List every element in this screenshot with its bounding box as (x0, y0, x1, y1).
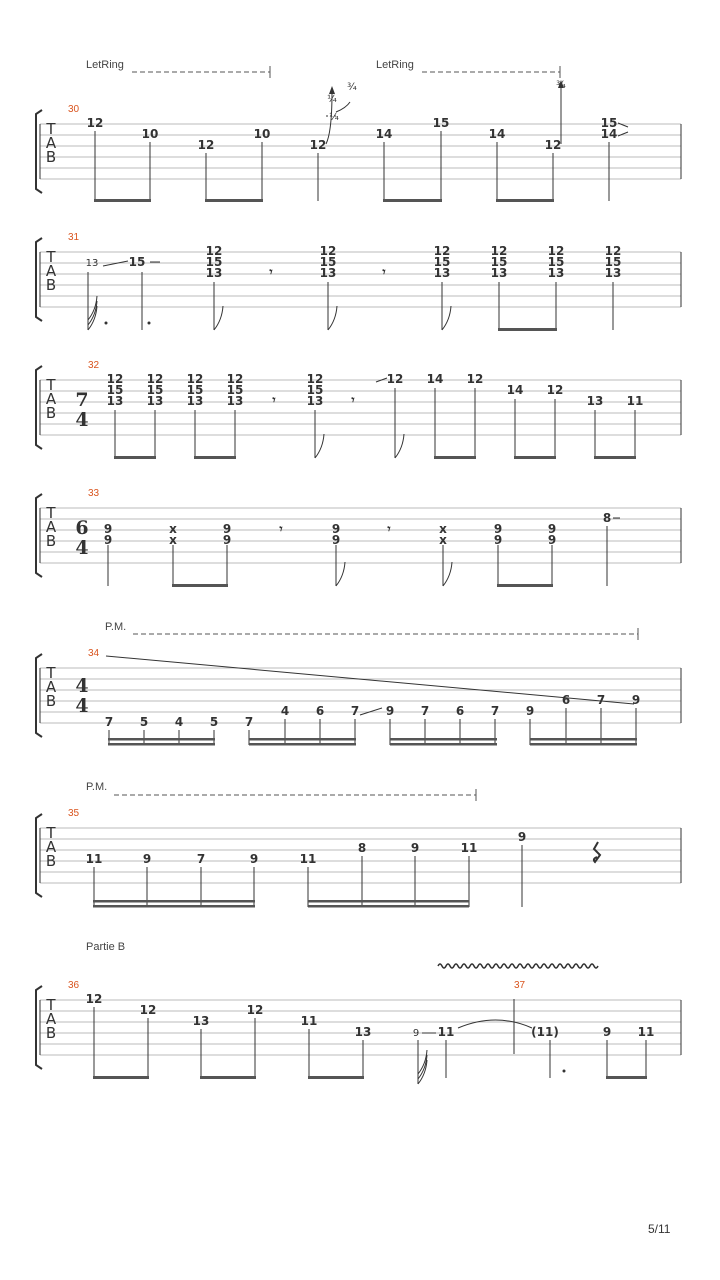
fret-number: 13 (205, 266, 223, 280)
fret-number: 12 (146, 372, 164, 386)
let-ring-label: LetRing (376, 59, 414, 71)
fret-number: 12 (386, 372, 404, 386)
fret-number: 13 (106, 394, 124, 408)
fret-number: 13 (604, 266, 622, 280)
time-signature-bottom: 4 (75, 695, 89, 717)
fret-number: 6 (561, 693, 571, 707)
fret-number: 12 (547, 244, 565, 258)
fret-number: 12 (246, 1003, 264, 1017)
beams (94, 199, 554, 202)
fret-number: 14 (375, 127, 393, 141)
eighth-rest: 𝄾 (269, 265, 273, 279)
chord-group (206, 244, 622, 280)
fret-number: 5 (139, 715, 149, 729)
fret-number: 7 (490, 704, 500, 718)
fret-number: 12 (86, 116, 104, 130)
rhythm (95, 131, 609, 201)
fret-number: 7 (196, 852, 206, 866)
tab-clef-letter: A (45, 838, 57, 856)
fret-number: 12 (186, 372, 204, 386)
fret-number: 9 (103, 522, 113, 536)
dot (105, 322, 108, 325)
bend-arrow (329, 86, 335, 94)
eighth-rest: 𝄾 (382, 265, 386, 279)
fret-number: 15 (604, 255, 622, 269)
fret-number: 11 (437, 1025, 455, 1039)
fret-number: 9 (385, 704, 395, 718)
fret-number: 11 (300, 1014, 318, 1028)
fret-number: 15 (128, 255, 146, 269)
vibrato-mark (438, 964, 598, 968)
tab-clef-letter: A (45, 678, 57, 696)
fret-number: 15 (432, 116, 450, 130)
fret-number: 9 (331, 522, 341, 536)
muted-note: x (169, 533, 177, 547)
fret-number: 12 (226, 372, 244, 386)
tab-staff (36, 654, 681, 737)
fret-number: 13 (490, 266, 508, 280)
note-group (86, 830, 527, 907)
fret-number: 9 (602, 1025, 612, 1039)
bend-amount: ¾ (556, 80, 566, 91)
fret-number: 9 (631, 693, 641, 707)
fret-number: 9 (331, 533, 341, 547)
fret-number: 12 (205, 244, 223, 258)
system-bracket (36, 986, 42, 1069)
tab-clef-letter: B (45, 532, 57, 550)
bend-amount: ¾ (347, 82, 357, 93)
fret-number: 12 (604, 244, 622, 258)
eighth-rest: 𝄾 (387, 522, 391, 536)
fret-number: 12 (546, 383, 564, 397)
chord-group (107, 372, 324, 408)
fret-number: 5 (209, 715, 219, 729)
fret-number: 15 (226, 383, 244, 397)
time-signature-top: 4 (75, 675, 89, 697)
tab-staff (36, 110, 681, 193)
fret-number: 13 (186, 394, 204, 408)
system-bracket (36, 814, 42, 897)
fret-number: 14 (426, 372, 444, 386)
bend-amount: ¼ (327, 94, 337, 105)
system-bracket (36, 366, 42, 449)
fret-number: 15 (490, 255, 508, 269)
muted-note: x (169, 522, 177, 536)
fret-number: 14 (600, 127, 618, 141)
fret-number: 13 (192, 1014, 210, 1028)
fret-number: 7 (350, 704, 360, 718)
chord-group (104, 522, 556, 547)
tab-clef-letter: A (45, 134, 57, 152)
beams (108, 738, 637, 746)
time-signature-bottom: 4 (75, 409, 89, 431)
fret-number: 12 (433, 244, 451, 258)
fret-number: 9 (410, 841, 420, 855)
fret-number: 13 (354, 1025, 372, 1039)
eighth-rest: 𝄾 (351, 393, 355, 407)
tie (458, 1020, 532, 1028)
measure-number: 36 (68, 980, 80, 991)
tab-clef-letter: B (45, 404, 57, 422)
system-bracket (36, 110, 42, 193)
fret-number: 12 (466, 372, 484, 386)
tab-clef-letter: B (45, 692, 57, 710)
fret-number: 13 (433, 266, 451, 280)
fret-number: 13 (306, 394, 324, 408)
beams (93, 1076, 647, 1079)
muted-note: x (439, 522, 447, 536)
measure-number: 33 (88, 488, 100, 499)
fret-number: 11 (626, 394, 644, 408)
fret-number: 7 (596, 693, 606, 707)
fret-number: 7 (420, 704, 430, 718)
fret-number: 6 (455, 704, 465, 718)
beams (172, 584, 553, 587)
fret-number: 4 (174, 715, 184, 729)
fret-number: 4 (280, 704, 290, 718)
fret-number: 9 (222, 522, 232, 536)
measure-number: 37 (514, 980, 526, 991)
fret-number: 10 (141, 127, 159, 141)
tab-clef-letter: T (46, 824, 56, 842)
fret-number: 14 (506, 383, 524, 397)
eighth-rest: 𝄾 (272, 393, 276, 407)
tab-staff (36, 494, 681, 577)
tab-clef-letter: A (45, 518, 57, 536)
tab-clef-letter: A (45, 1010, 57, 1028)
rhythm (88, 272, 613, 330)
tab-clef-letter: B (45, 276, 57, 294)
measure-number: 31 (68, 232, 80, 243)
slide-line (106, 656, 634, 704)
fret-number: 9 (547, 522, 557, 536)
fret-number: 12 (309, 138, 327, 152)
fret-number: 6 (315, 704, 325, 718)
fret-number: 14 (488, 127, 506, 141)
fret-number: 12 (139, 1003, 157, 1017)
measure-number: 30 (68, 104, 80, 115)
beam (498, 328, 557, 331)
tab-content (68, 59, 654, 1084)
tab-clef-letter: T (46, 996, 56, 1014)
tab-clef-letter: T (46, 120, 56, 138)
rhythm (94, 1007, 646, 1084)
fret-number: 9 (249, 852, 259, 866)
fret-number: 15 (186, 383, 204, 397)
fret-number: 15 (319, 255, 337, 269)
fret-number: 15 (106, 383, 124, 397)
fret-number: 11 (637, 1025, 655, 1039)
tab-clef-letter: T (46, 376, 56, 394)
fret-number: 15 (547, 255, 565, 269)
fret-number: 13 (146, 394, 164, 408)
tab-clef-letter: B (45, 852, 57, 870)
fret-number: 9 (493, 522, 503, 536)
fret-number: 15 (306, 383, 324, 397)
measure-number: 35 (68, 808, 80, 819)
tab-clef-letter: T (46, 248, 56, 266)
fret-number: 12 (306, 372, 324, 386)
fret-number: 8 (602, 511, 612, 525)
fret-number: 9 (517, 830, 527, 844)
eighth-rest: 𝄾 (279, 522, 283, 536)
fret-number: 15 (146, 383, 164, 397)
fret-number: 10 (253, 127, 271, 141)
section-label: Partie B (86, 941, 126, 953)
fret-number: 15 (205, 255, 223, 269)
time-signature-bottom: 4 (75, 537, 89, 559)
palm-mute-label: P.M. (86, 781, 108, 793)
bend-amount: ¼ (329, 112, 339, 123)
system-bracket (36, 494, 42, 577)
time-signature-top: 6 (75, 517, 89, 539)
let-ring-label: LetRing (86, 59, 124, 71)
fret-number: 12 (197, 138, 215, 152)
fret-number: 9 (547, 533, 557, 547)
time-signature-top: 7 (75, 389, 89, 411)
tab-staff (36, 814, 681, 897)
fret-number: 12 (544, 138, 562, 152)
fret-number: 11 (299, 852, 317, 866)
fret-number: (11) (531, 1025, 559, 1039)
system-bracket (36, 654, 42, 737)
beams (93, 900, 469, 908)
fret-number: 8 (357, 841, 367, 855)
fret-number: 11 (460, 841, 478, 855)
tab-clef-letter: T (46, 504, 56, 522)
fret-number: 7 (104, 715, 114, 729)
fret-number: 11 (85, 852, 103, 866)
bend-curve (336, 102, 350, 112)
fret-number: 9 (222, 533, 232, 547)
fret-number: 15 (433, 255, 451, 269)
fret-number: 13 (547, 266, 565, 280)
beams (114, 456, 636, 459)
tab-clef-letter: B (45, 1024, 57, 1042)
tab-clef-letter: A (45, 390, 57, 408)
fret-number: 15 (600, 116, 618, 130)
measure-number: 32 (88, 360, 100, 371)
muted-note: x (439, 533, 447, 547)
fret-number: 12 (85, 992, 103, 1006)
fret-number: 9 (525, 704, 535, 718)
fret-number: 12 (490, 244, 508, 258)
fret-number: 13 (319, 266, 337, 280)
fret-number: 12 (106, 372, 124, 386)
tab-staff (36, 366, 681, 449)
tab-staff (36, 238, 681, 321)
dot (563, 1070, 566, 1073)
fret-number: 9 (142, 852, 152, 866)
fret-number: 13 (85, 258, 99, 269)
tab-clef-letter: T (46, 664, 56, 682)
fret-number: 13 (586, 394, 604, 408)
fret-number: 7 (244, 715, 254, 729)
page-number: 5/11 (648, 1222, 671, 1236)
dot (148, 322, 151, 325)
fret-number: 13 (226, 394, 244, 408)
fret-number: 9 (103, 533, 113, 547)
staves (36, 110, 681, 1069)
system-bracket (36, 238, 42, 321)
rhythm (108, 526, 607, 586)
fret-number: 9 (493, 533, 503, 547)
fret-number: 9 (412, 1028, 420, 1039)
tab-clef-letter: A (45, 262, 57, 280)
tab-clef-letter: B (45, 148, 57, 166)
measure-number: 34 (88, 648, 100, 659)
fret-number: 12 (319, 244, 337, 258)
palm-mute-label: P.M. (105, 621, 127, 633)
quarter-rest (594, 842, 600, 862)
